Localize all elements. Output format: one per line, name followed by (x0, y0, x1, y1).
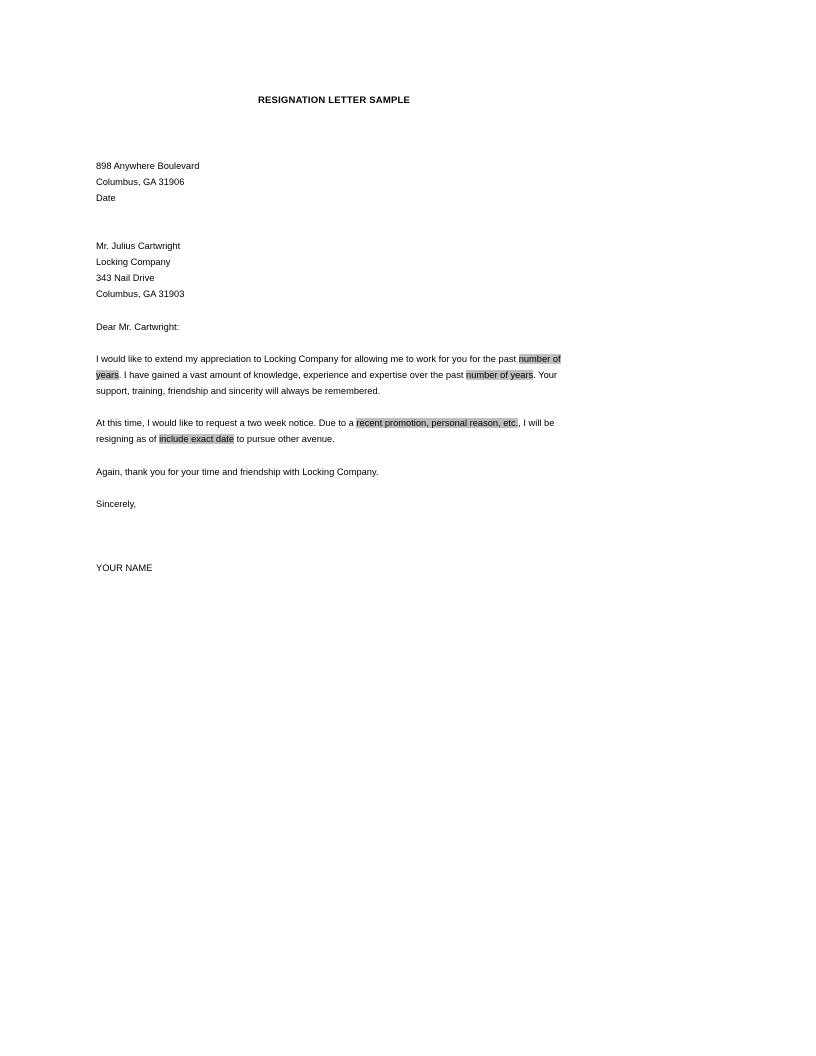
placeholder-highlight: recent promotion, personal reason, etc. (356, 418, 519, 428)
body-text: resigning as of (96, 434, 160, 445)
paragraph-line (96, 415, 576, 431)
document-title: RESIGNATION LETTER SAMPLE (257, 95, 411, 106)
paragraph-thanks (96, 464, 576, 480)
placeholder-highlight: include exact date (159, 434, 235, 445)
signature (96, 560, 576, 576)
body-text: support, training, friendship and sincerity will always be remembered. (96, 386, 381, 397)
sender-address-line-2: Columbus, GA 31906 (96, 177, 185, 188)
paragraph-appreciation (96, 351, 576, 399)
sender-address-line-1: 898 Anywhere Boulevard (96, 161, 200, 171)
recipient-name: Mr. Julius Cartwright (96, 241, 181, 251)
body-text: . Your (533, 370, 558, 381)
recipient-address-line-1: 343 Nail Drive (96, 273, 155, 284)
signature-name: YOUR NAME (96, 563, 153, 573)
paragraph-line: Again, thank you for your time and friendship with Locking Company. (96, 467, 379, 477)
body-text: At this time, I would like to request a two week notice. Due to a (96, 418, 357, 428)
closing (96, 496, 576, 512)
salutation-text: Dear Mr. Cartwright: (96, 322, 180, 332)
placeholder-highlight: years (96, 370, 119, 381)
closing-text: Sincerely, (96, 499, 137, 509)
body-text: to pursue other avenue. (234, 434, 335, 445)
placeholder-highlight: number of (518, 354, 561, 364)
paragraph-line (96, 383, 576, 399)
recipient-address-line-2: Columbus, GA 31903 (96, 289, 185, 300)
salutation (96, 319, 576, 335)
sender-address-block (96, 158, 576, 206)
paragraph-notice (96, 415, 576, 447)
recipient-company: Locking Company (96, 257, 171, 268)
body-text: . I have gained a vast amount of knowledge, experience and expertise over the past (118, 370, 467, 381)
recipient-address-block (96, 238, 576, 302)
letter-date: Date (96, 193, 116, 204)
paragraph-line (96, 367, 576, 383)
body-text: , I will be (518, 418, 555, 428)
paragraph-line (96, 351, 576, 367)
body-text: I would like to extend my appreciation to Locking Company for allowing me to work for you for the past (96, 354, 519, 364)
paragraph-line (96, 431, 576, 447)
placeholder-highlight: number of years (466, 370, 534, 381)
